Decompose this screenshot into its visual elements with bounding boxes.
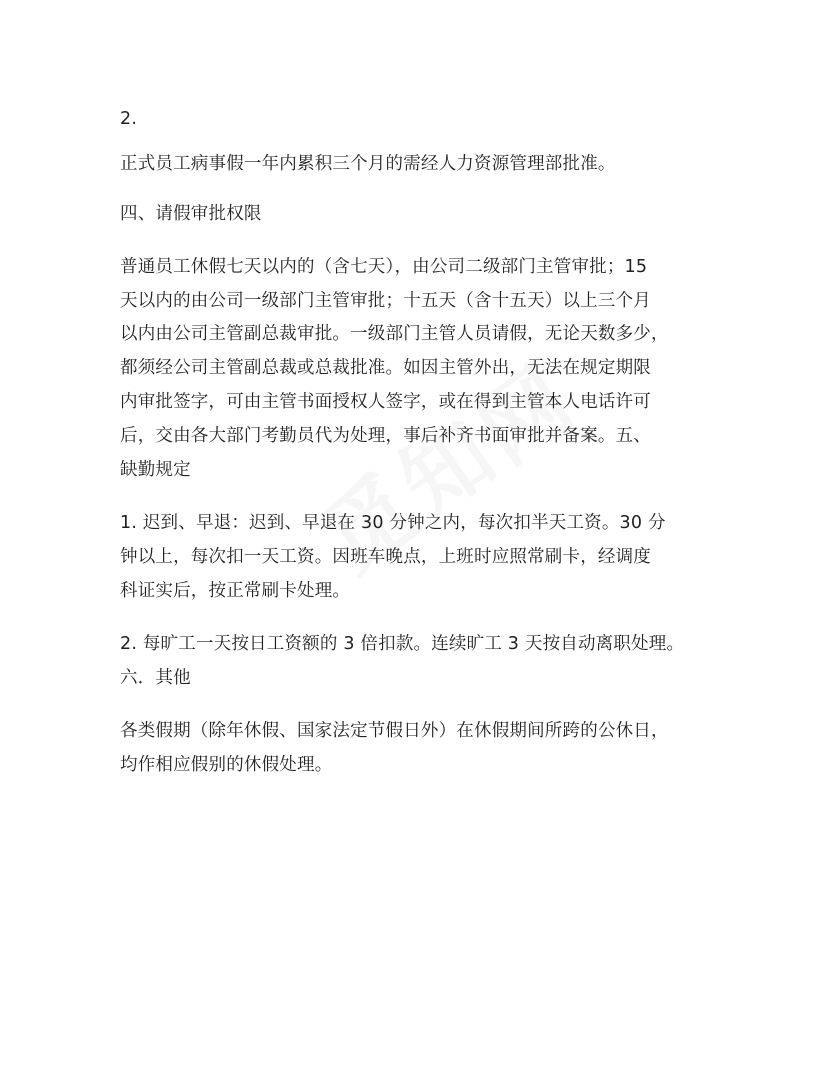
late-rule-line-1: 1. 迟到、早退：迟到、早退在 30 分钟之内，每次扣半天工资。30 分 [120,513,666,533]
absenteeism-rule: 2. 每旷工一天按日工资额的 3 倍扣款。连续旷工 3 天按自动离职处理。 [120,634,685,654]
approval-paragraph-line-6: 后，交由各大部门考勤员代为处理，事后补齐书面审批并备案。五、 [120,426,651,446]
approval-paragraph-line-3: 以内由公司主管副总裁审批。一级部门主管人员请假，无论天数多少， [120,324,669,344]
approval-paragraph-line-5: 内审批签字，可由主管书面授权人签字，或在得到主管本人电话许可 [120,392,651,412]
holiday-rule-line-1: 各类假期（除年休假、国家法定节假日外）在休假期间所跨的公休日， [120,721,669,741]
late-rule-line-2: 钟以上，每次扣一天工资。因班车晚点，上班时应照常刷卡，经调度 [120,547,651,567]
section-heading-approval: 四、请假审批权限 [120,204,262,224]
section-heading-absence: 缺勤规定 [120,460,191,480]
late-rule-line-3: 科证实后，按正常刷卡处理。 [120,581,351,601]
section-heading-other: 六．其他 [120,668,191,688]
holiday-rule-line-2: 均作相应假别的休假处理。 [120,755,333,775]
approval-paragraph-line-1: 普通员工休假七天以内的（含七天），由公司二级部门主管审批；15 [120,257,648,277]
approval-paragraph-line-4: 都须经公司主管副总裁或总裁批准。如因主管外出，无法在规定期限 [120,358,651,378]
section-number-line: 2. [120,109,138,129]
sick-leave-rule: 正式员工病事假一年内累积三个月的需经人力资源管理部批准。 [120,154,616,174]
approval-paragraph-line-2: 天以内的由公司一级部门主管审批；十五天（含十五天）以上三个月 [120,291,651,311]
